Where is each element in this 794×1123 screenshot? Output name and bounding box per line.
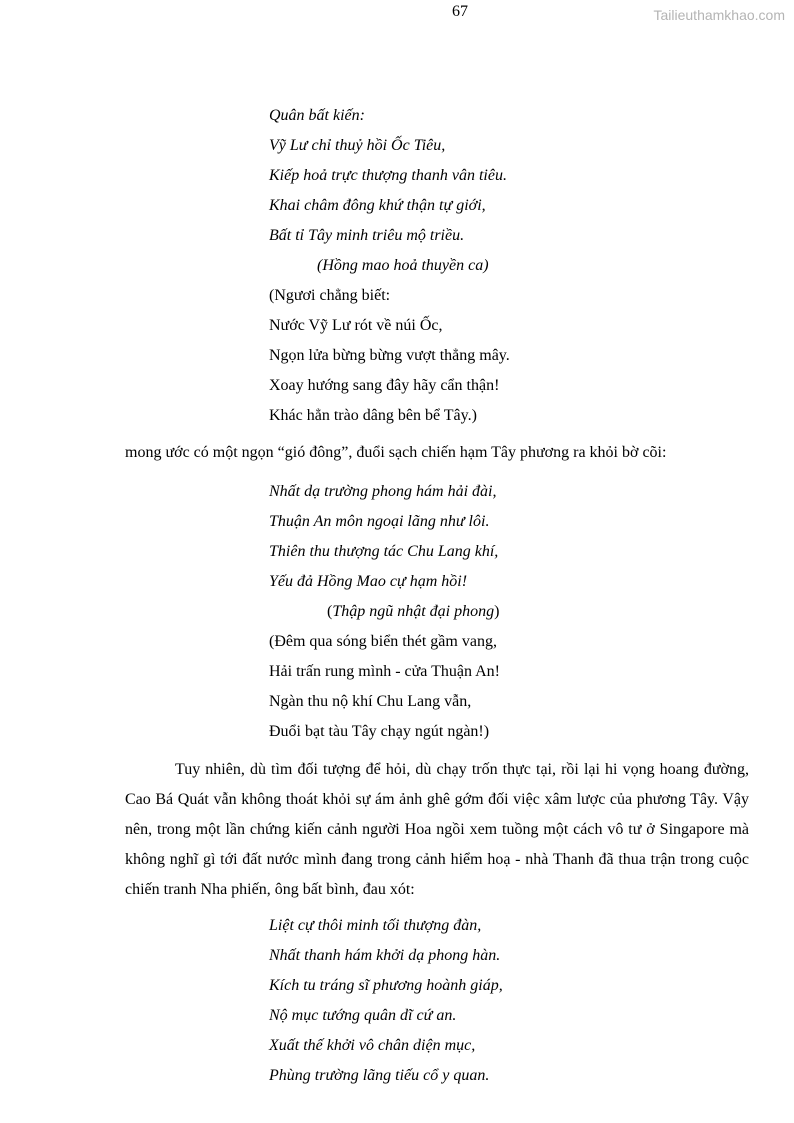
poem-line: Kiếp hoả trực thượng thanh vân tiêu. — [269, 167, 507, 184]
poem-line: Thuận An môn ngoại lãng như lôi. — [269, 513, 490, 530]
translation-line: Ngàn thu nộ khí Chu Lang vẫn, — [269, 693, 472, 710]
poem-line: Khai châm đông khứ thận tự giới, — [269, 197, 486, 214]
paren-open: ( — [327, 603, 333, 620]
translation-line: Hải trấn rung mình - cửa Thuận An! — [269, 663, 500, 680]
body-paragraph: mong ước có một ngọn “gió đông”, đuổi sạch chiến hạm Tây phương ra khỏi bờ cõi: — [125, 444, 667, 461]
translation-line: (Đêm qua sóng biển thét gầm vang, — [269, 633, 497, 650]
translation-line: Nước Vỹ Lư rót về núi Ốc, — [269, 317, 443, 334]
translation-line: Xoay hướng sang đây hãy cẩn thận! — [269, 377, 500, 394]
page-number: 67 — [452, 3, 468, 20]
poem-line: Liệt cự thôi minh tối thượng đàn, — [269, 917, 482, 934]
poem-hong-mao-hoa-thuyen-ca — [269, 101, 749, 431]
poem-singapore — [269, 911, 749, 1091]
translation-line: Đuổi bạt tàu Tây chạy ngút ngàn!) — [269, 723, 490, 740]
poem-source-title: (Hồng mao hoả thuyền ca) — [317, 257, 489, 274]
poem-source-title — [269, 597, 749, 627]
poem-line: Vỹ Lư chỉ thuỷ hồi Ốc Tiêu, — [269, 137, 446, 154]
poem-line: Quân bất kiến: — [269, 107, 365, 124]
poem-thap-ngu-nhat-dai-phong — [269, 477, 749, 747]
watermark: Tailieuthamkhao.com — [653, 7, 785, 23]
poem-line: Kích tu tráng sĩ phương hoành giáp, — [269, 977, 503, 994]
poem-line: Xuất thế khởi vô chân diện mục, — [269, 1037, 476, 1054]
poem-line: Thiên thu thượng tác Chu Lang khí, — [269, 543, 499, 560]
poem-line: Bất tỉ Tây minh triêu mộ triều. — [269, 227, 465, 244]
translation-line: Khác hẳn trào dâng bên bể Tây.) — [269, 407, 477, 424]
poem-line: Phùng trường lãng tiếu cổ y quan. — [269, 1067, 490, 1084]
source-title-text: Thập ngũ nhật đại phong — [332, 603, 495, 620]
poem-line: Nộ mục tướng quân dĩ cứ an. — [269, 1007, 457, 1024]
body-paragraph: Tuy nhiên, dù tìm đối tượng để hỏi, dù chạy trốn thực tại, rồi lại hi vọng hoang đường, Cao Bá Quát vẫn không thoát khỏi sự ám ảnh ghê gớm đối việc xâm lược của phương Tây. Vậy nên, trong một lần chứng kiến cảnh người Hoa ngồi xem tuồng một cách vô tư ở Singapore mà không nghĩ gì tới đất nước mình đang trong cảnh hiểm hoạ - nhà Thanh đã thua trận trong cuộc chiến tranh Nha phiến, ông bất bình, đau xót: — [125, 761, 749, 898]
translation-line: Ngọn lửa bừng bừng vượt thẳng mây. — [269, 347, 510, 364]
paren-close: ) — [494, 603, 500, 620]
poem-line: Yếu đả Hồng Mao cự hạm hồi! — [269, 573, 468, 590]
poem-line: Nhất dạ trường phong hám hải đài, — [269, 483, 497, 500]
poem-line: Nhất thanh hám khởi dạ phong hàn. — [269, 947, 501, 964]
translation-line: (Ngươi chẳng biết: — [269, 287, 391, 304]
